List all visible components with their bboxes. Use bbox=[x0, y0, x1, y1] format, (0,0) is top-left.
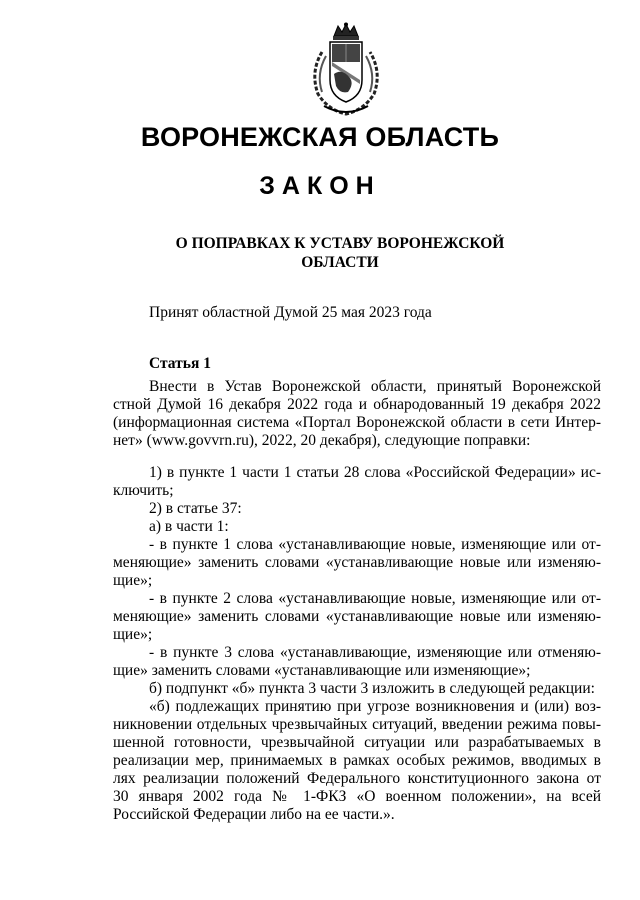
region-heading: ВОРОНЕЖСКАЯ ОБЛАСТЬ bbox=[140, 122, 500, 152]
text-line: Внести в Устав Воронежской области, принятый Воронежской bbox=[149, 378, 601, 395]
text-line: щие»; bbox=[113, 572, 153, 589]
text-line: щие»; bbox=[113, 626, 153, 643]
text-line: реализации мер, принимаемых в рамках особых режимов, вводимых в bbox=[113, 752, 601, 769]
article-intro bbox=[113, 378, 601, 450]
text-line: меняющие» заменить словами «устанавливающие новые или изменяю- bbox=[113, 608, 601, 625]
law-title-line: О ПОПРАВКАХ К УСТАВУ ВОРОНЕЖСКОЙ bbox=[175, 235, 505, 252]
text-line: меняющие» заменить словами «устанавливающие новые или изменяю- bbox=[113, 554, 601, 571]
adoption-statement: Принят областной Думой 25 мая 2023 года bbox=[149, 304, 432, 321]
text-line: - в пункте 3 слова «устанавливающие, изменяющие или отменяю- bbox=[149, 644, 601, 661]
article-heading: Статья 1 bbox=[149, 355, 211, 372]
document-type-heading: ЗАКОН bbox=[259, 172, 381, 200]
text-line: (информационная система «Портал Воронежской области в сети Интер- bbox=[113, 414, 601, 431]
text-line: Российской Федерации либо на ее части.». bbox=[113, 806, 395, 823]
text-line: - в пункте 2 слова «устанавливающие новые, изменяющие или от- bbox=[149, 590, 601, 607]
text-line: 1) в пункте 1 части 1 статьи 28 слова «Российской Федерации» ис- bbox=[149, 464, 601, 481]
text-line: 2) в статье 37: bbox=[149, 500, 242, 517]
text-line: - в пункте 1 слова «устанавливающие новые, изменяющие или от- bbox=[149, 536, 601, 553]
text-line: нет» (www.govvrn.ru), 2022, 20 декабря), следующие поправки: bbox=[113, 432, 531, 449]
text-line: «б) подлежащих принятию при угрозе возникновения и (или) воз- bbox=[149, 698, 601, 715]
law-title bbox=[150, 234, 530, 272]
text-line: никновении отдельных чрезвычайных ситуаций, введении режима повы- bbox=[113, 716, 601, 733]
text-line: ключить; bbox=[113, 482, 174, 499]
text-line: лях реализации положений Федерального конституционного закона от bbox=[113, 770, 601, 787]
text-line: шенной готовности, чрезвычайной ситуации или разрабатываемых в bbox=[113, 734, 601, 751]
text-line: щие» заменить словами «устанавливающие или изменяющие»; bbox=[113, 662, 531, 679]
amendments-list bbox=[113, 464, 601, 824]
law-title-line: ОБЛАСТИ bbox=[301, 254, 379, 271]
text-line: стной Думой 16 декабря 2022 года и обнародованный 19 декабря 2022 bbox=[113, 396, 601, 413]
text-line: 30 января 2002 года № 1-ФКЗ «О военном положении», на всей bbox=[113, 788, 601, 805]
coat-of-arms-emblem bbox=[302, 22, 390, 118]
text-line: а) в части 1: bbox=[149, 518, 229, 535]
text-line: б) подпункт «б» пункта 3 части 3 изложить в следующей редакции: bbox=[149, 680, 595, 697]
